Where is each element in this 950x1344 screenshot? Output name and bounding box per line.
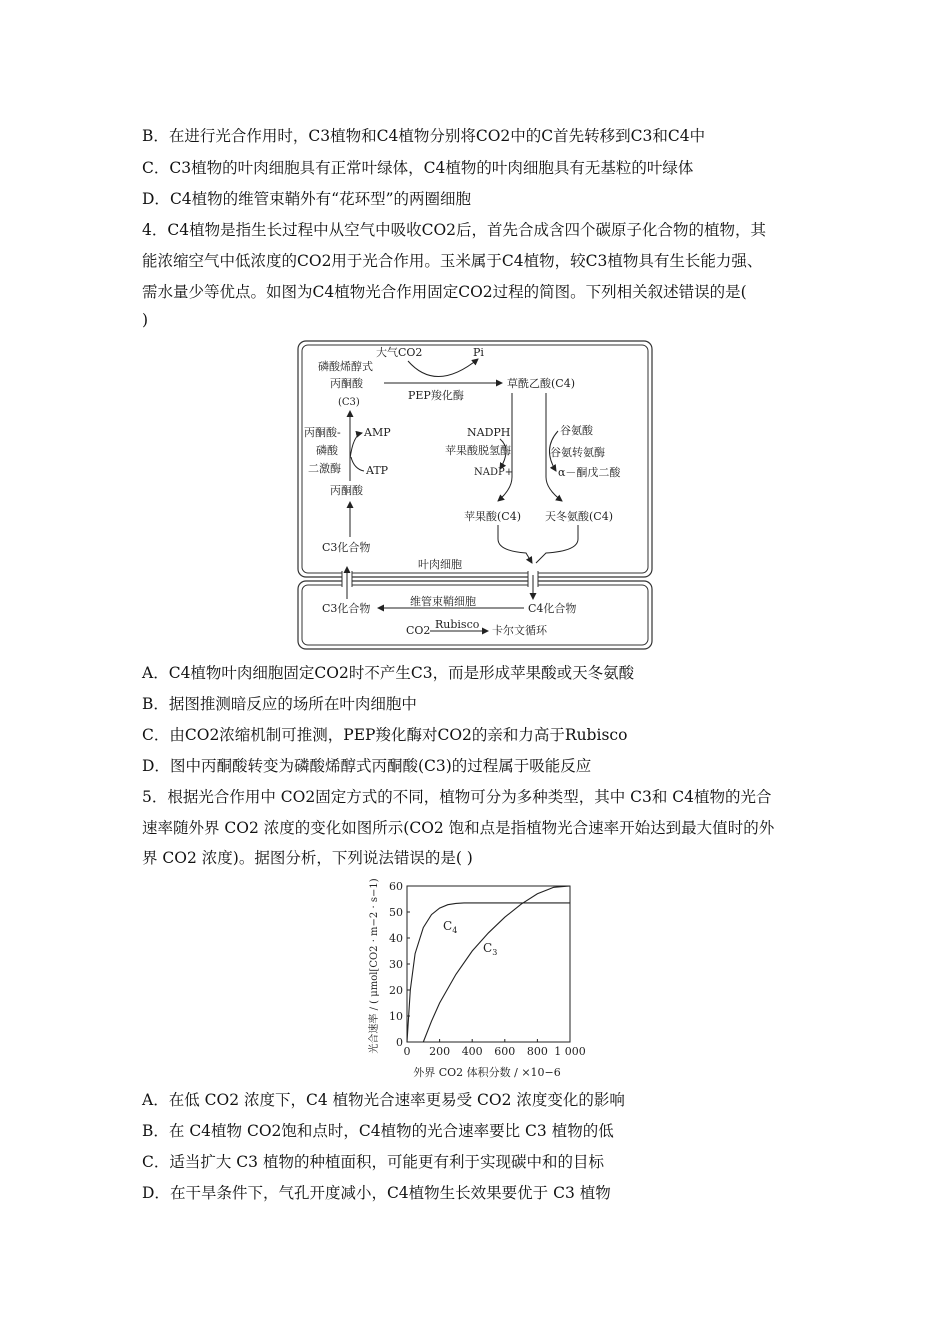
ketoglutarate-label: α－酮戊二酸 bbox=[558, 466, 621, 479]
q5-stem-line-1 bbox=[142, 787, 772, 807]
plot-frame bbox=[407, 886, 570, 1042]
x-tick-label: 0 bbox=[403, 1045, 411, 1058]
option-text: 图中丙酮酸转变为磷酸烯醇式丙酮酸(C3)的过程属于吸能反应 bbox=[169, 757, 592, 775]
question-number: 4． bbox=[142, 221, 168, 239]
sheath-cell-inner bbox=[302, 585, 648, 645]
co2-label: CO2 bbox=[406, 624, 431, 637]
atp-label: ATP bbox=[366, 464, 389, 477]
atm-co2-to-pi-curve bbox=[408, 359, 478, 377]
stem-text: 根据光合作用中 CO2固定方式的不同，植物可分为多种类型，其中 C3和 C4植物的光合 bbox=[167, 788, 772, 806]
q5-option-a bbox=[142, 1090, 625, 1110]
atm-co2-label: 大气CO2 bbox=[376, 346, 423, 359]
amp-curve bbox=[350, 433, 362, 459]
x-tick-label: 200 bbox=[429, 1045, 451, 1058]
q3-option-d bbox=[142, 189, 471, 209]
calvin-label: 卡尔文循环 bbox=[492, 624, 547, 637]
option-letter: C． bbox=[142, 1153, 170, 1171]
c4-pathway-diagram bbox=[296, 339, 656, 651]
option-letter: C． bbox=[142, 159, 170, 177]
option-letter: A． bbox=[142, 664, 169, 682]
series-line-c3 bbox=[423, 886, 570, 1042]
q5-option-c bbox=[142, 1152, 604, 1172]
nadph-label: NADPH bbox=[467, 426, 511, 439]
y-tick-label: 40 bbox=[389, 932, 403, 945]
q4-stem-line-2: 能浓缩空气中低浓度的CO2用于光合作用。玉米属于C4植物，较C3植物具有生长能力强、 bbox=[142, 252, 763, 270]
option-text: 在低 CO2 浓度下，C4 植物光合速率更易受 CO2 浓度变化的影响 bbox=[168, 1091, 625, 1109]
ppdk-label-2: 磷酸 bbox=[316, 444, 338, 457]
series-label-c4: $C_4$ bbox=[443, 919, 458, 935]
photosynthesis-rate-chart bbox=[355, 876, 595, 1080]
amp-label: AMP bbox=[364, 426, 391, 439]
option-letter: D． bbox=[142, 190, 170, 208]
option-letter: B． bbox=[142, 695, 169, 713]
stem-text: C4植物是指生长过程中从空气中吸收CO2后，首先合成含四个碳原子化合物的植物，其 bbox=[167, 221, 767, 239]
q4-stem-line-4: ) bbox=[142, 311, 149, 329]
pi-label: Pi bbox=[473, 346, 484, 359]
y-tick-label: 30 bbox=[389, 958, 403, 971]
y-tick-label: 10 bbox=[389, 1010, 403, 1023]
option-letter: C． bbox=[142, 726, 170, 744]
q4-option-c bbox=[142, 725, 627, 745]
q4-option-b bbox=[142, 694, 417, 714]
malate-dh-label: 苹果酸脱氢酶 bbox=[445, 444, 511, 457]
nadp-label: NADP+ bbox=[474, 467, 514, 478]
q4-option-a bbox=[142, 663, 634, 683]
c3-compound-top-label: C3化合物 bbox=[322, 541, 371, 554]
option-text: C4植物的维管束鞘外有“花环型”的两圈细胞 bbox=[169, 190, 472, 208]
option-text: 由CO2浓缩机制可推测，PEP羧化酶对CO2的亲和力高于Rubisco bbox=[169, 726, 628, 744]
sheath-cell-outer bbox=[298, 581, 652, 649]
mesophyll-label: 叶肉细胞 bbox=[418, 558, 462, 571]
ppdk-label-3: 二激酶 bbox=[308, 462, 341, 475]
malate-merge-arrow bbox=[498, 525, 532, 563]
rubisco-label: Rubisco bbox=[435, 618, 480, 631]
aspartate-label: 天冬氨酸(C4) bbox=[545, 510, 613, 523]
y-tick-label: 50 bbox=[389, 906, 403, 919]
x-tick-label: 400 bbox=[461, 1045, 483, 1058]
q5-option-d bbox=[142, 1183, 611, 1203]
ppdk-label-1: 丙酮酸- bbox=[304, 426, 341, 439]
pep-label-2: 丙酮酸 bbox=[330, 377, 363, 390]
question-number: 5． bbox=[142, 788, 168, 806]
chart-ylabel: 光合速率 / ( μmol[CO2 · m−2 · s−1) bbox=[369, 878, 380, 1054]
pep-label-1: 磷酸烯醇式 bbox=[318, 360, 373, 373]
series-label-c3: $C_3$ bbox=[483, 941, 498, 957]
option-text: 适当扩大 C3 植物的种植面积，可能更有利于实现碳中和的目标 bbox=[169, 1153, 604, 1171]
option-text: 在进行光合作用时，C3植物和C4植物分别将CO2中的C首先转移到C3和C4中 bbox=[168, 127, 706, 145]
x-tick-label: 600 bbox=[494, 1045, 516, 1058]
option-text: 在 C4植物 CO2饱和点时，C4植物的光合速率要比 C3 植物的低 bbox=[168, 1122, 614, 1140]
option-letter: D． bbox=[142, 757, 170, 775]
option-letter: B． bbox=[142, 127, 169, 145]
pyruvate-label: 丙酮酸 bbox=[330, 484, 363, 497]
c4-compound-label: C4化合物 bbox=[528, 602, 577, 615]
q4-stem-line-3: 需水量少等优点。如图为C4植物光合作用固定CO2过程的简图。下列相关叙述错误的是( bbox=[142, 283, 747, 301]
transaminase-label: 谷氨转氨酶 bbox=[550, 446, 605, 459]
malate-label: 苹果酸(C4) bbox=[464, 510, 521, 523]
sheath-label: 维管束鞘细胞 bbox=[410, 595, 476, 608]
pep-label-3: (C3) bbox=[338, 397, 360, 408]
q5-option-b bbox=[142, 1121, 614, 1141]
q4-stem-line-1 bbox=[142, 220, 766, 240]
option-text: C4植物叶肉细胞固定CO2时不产生C3，而是形成苹果酸或天冬氨酸 bbox=[168, 664, 635, 682]
glutamate-label: 谷氨酸 bbox=[560, 424, 593, 437]
x-tick-label: 800 bbox=[526, 1045, 548, 1058]
y-tick-label: 20 bbox=[389, 984, 403, 997]
aspartate-merge-arrow bbox=[536, 525, 578, 563]
option-text: 据图推测暗反应的场所在叶肉细胞中 bbox=[168, 695, 417, 713]
q4-option-d bbox=[142, 756, 591, 776]
option-text: C3植物的叶肉细胞具有正常叶绿体，C4植物的叶肉细胞具有无基粒的叶绿体 bbox=[169, 159, 694, 177]
option-letter: B． bbox=[142, 1122, 169, 1140]
y-tick-label: 60 bbox=[389, 880, 403, 893]
option-letter: A． bbox=[142, 1091, 169, 1109]
x-tick-label: 1 000 bbox=[554, 1045, 586, 1058]
q5-stem-line-3: 界 CO2 浓度)。据图分析，下列说法错误的是( ) bbox=[142, 849, 473, 867]
q3-option-b bbox=[142, 126, 705, 146]
atp-curve bbox=[351, 457, 364, 471]
option-text: 在干旱条件下，气孔开度减小，C4植物生长效果要优于 C3 植物 bbox=[169, 1184, 611, 1202]
oaa-label: 草酰乙酸(C4) bbox=[507, 377, 575, 390]
option-letter: D． bbox=[142, 1184, 170, 1202]
y-tick-label: 0 bbox=[396, 1036, 403, 1049]
pep-enzyme-label: PEP羧化酶 bbox=[408, 389, 464, 402]
c3-compound-bottom-label: C3化合物 bbox=[322, 602, 371, 615]
chart-xlabel: 外界 CO2 体积分数 / ×10−6 bbox=[413, 1066, 561, 1079]
q3-option-c bbox=[142, 158, 693, 178]
q5-stem-line-2: 速率随外界 CO2 浓度的变化如图所示(CO2 饱和点是指植物光合速率开始达到最大值时的外 bbox=[142, 819, 775, 837]
